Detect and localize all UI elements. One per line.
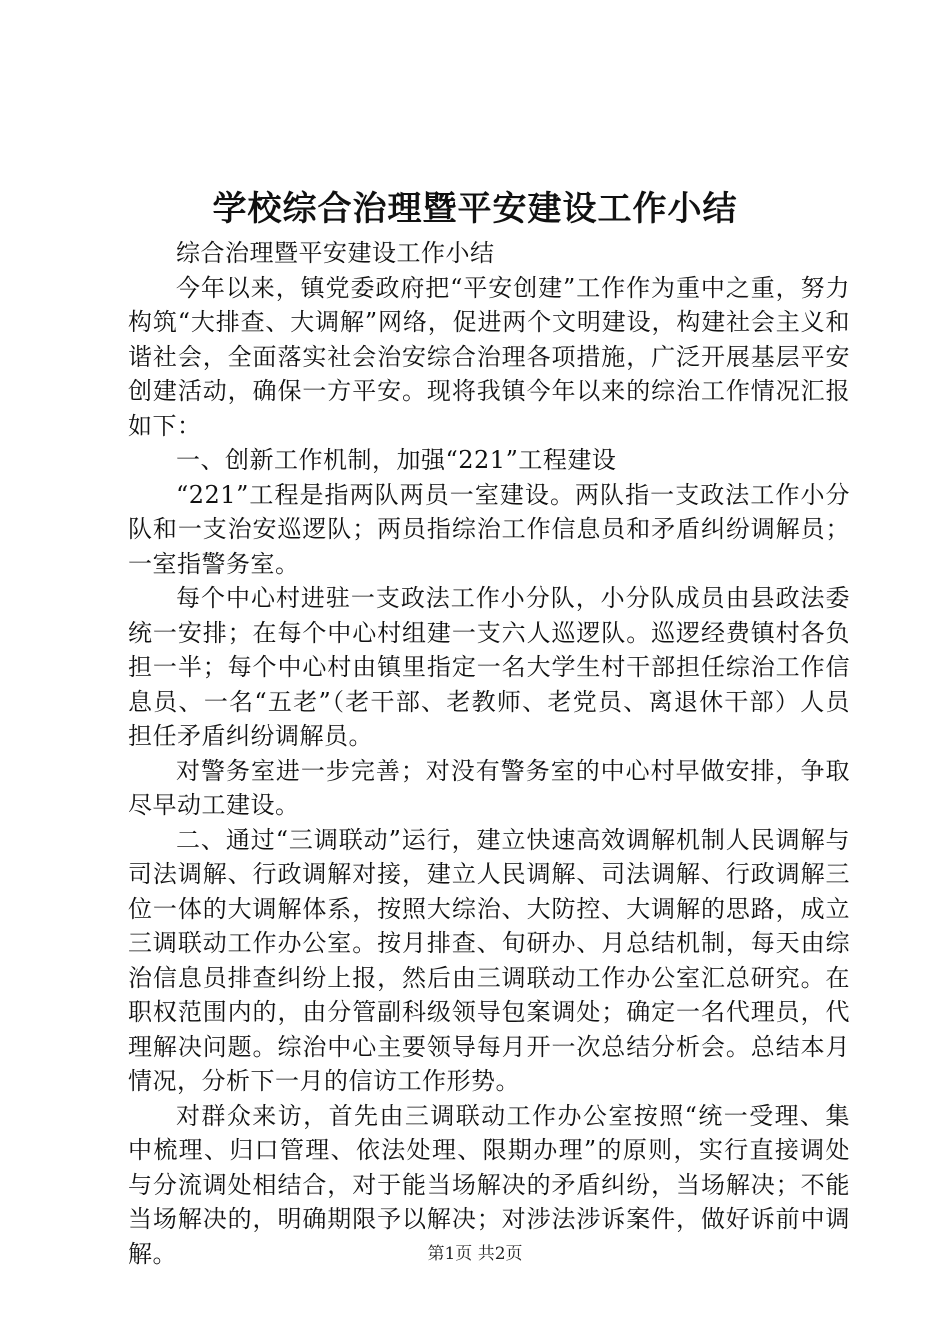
paragraph-subtitle: 综合治理暨平安建设工作小结 (176, 239, 495, 267)
paragraph: 对警务室进一步完善；对没有警务室的中心村早做安排，争取尽早动工建设。 (128, 756, 850, 819)
page-footer: 第1页 共2页 (427, 1244, 523, 1264)
section-heading-2-paragraph: 二、通过“三调联动”运行，建立快速高效调解机制人民调解与司法调解、行政调解对接，建立人民调解、司法调解、行政调解三位一体的大调解体系，按照大综治、大防控、大调解的思路，成立三调联动工作办公室。按月排查、旬研办、月总结机制，每天由综治信息员排查纠纷上报，然后由三调联动工作办公室汇总研究。在职权范围内的，由分管副科级领导包案调处；确定一名代理员，代理解决问题。综治中心主要领导每月开一次总结分析会。总结本月情况，分析下一月的信访工作形势。 (128, 825, 850, 1095)
section-heading-1: 一、创新工作机制，加强“221”工程建设 (176, 446, 617, 474)
paragraph: 对群众来访，首先由三调联动工作办公室按照“统一受理、集中梳理、归口管理、依法处理、限期办理”的原则，实行直接调处与分流调处相结合，对于能当场解决的矛盾纠纷，当场解决；不能当场解决的，明确期限予以解决；对涉法涉诉案件，做好诉前中调解。 (128, 1101, 850, 1268)
paragraph: 每个中心村进驻一支政法工作小分队，小分队成员由县政法委统一安排；在每个中心村组建一支六人巡逻队。巡逻经费镇村各负担一半；每个中心村由镇里指定一名大学生村干部担任综治工作信息员、一名“五老”（老干部、老教师、老党员、离退休干部）人员担任矛盾纠纷调解员。 (128, 584, 850, 750)
paragraph: “221”工程是指两队两员一室建设。两队指一支政法工作小分队和一支治安巡逻队；两员指综治工作信息员和矛盾纠纷调解员；一室指警务室。 (128, 480, 850, 578)
paragraph-intro: 今年以来，镇党委政府把“平安创建”工作作为重中之重，努力构筑“大排查、大调解”网络，促进两个文明建设，构建社会主义和谐社会，全面落实社会治安综合治理各项措施，广泛开展基层平安创建活动，确保一方平安。现将我镇今年以来的综治工作情况汇报如下： (128, 273, 850, 440)
document-title: 学校综合治理暨平安建设工作小结 (212, 189, 738, 229)
document-body (128, 236, 850, 1271)
